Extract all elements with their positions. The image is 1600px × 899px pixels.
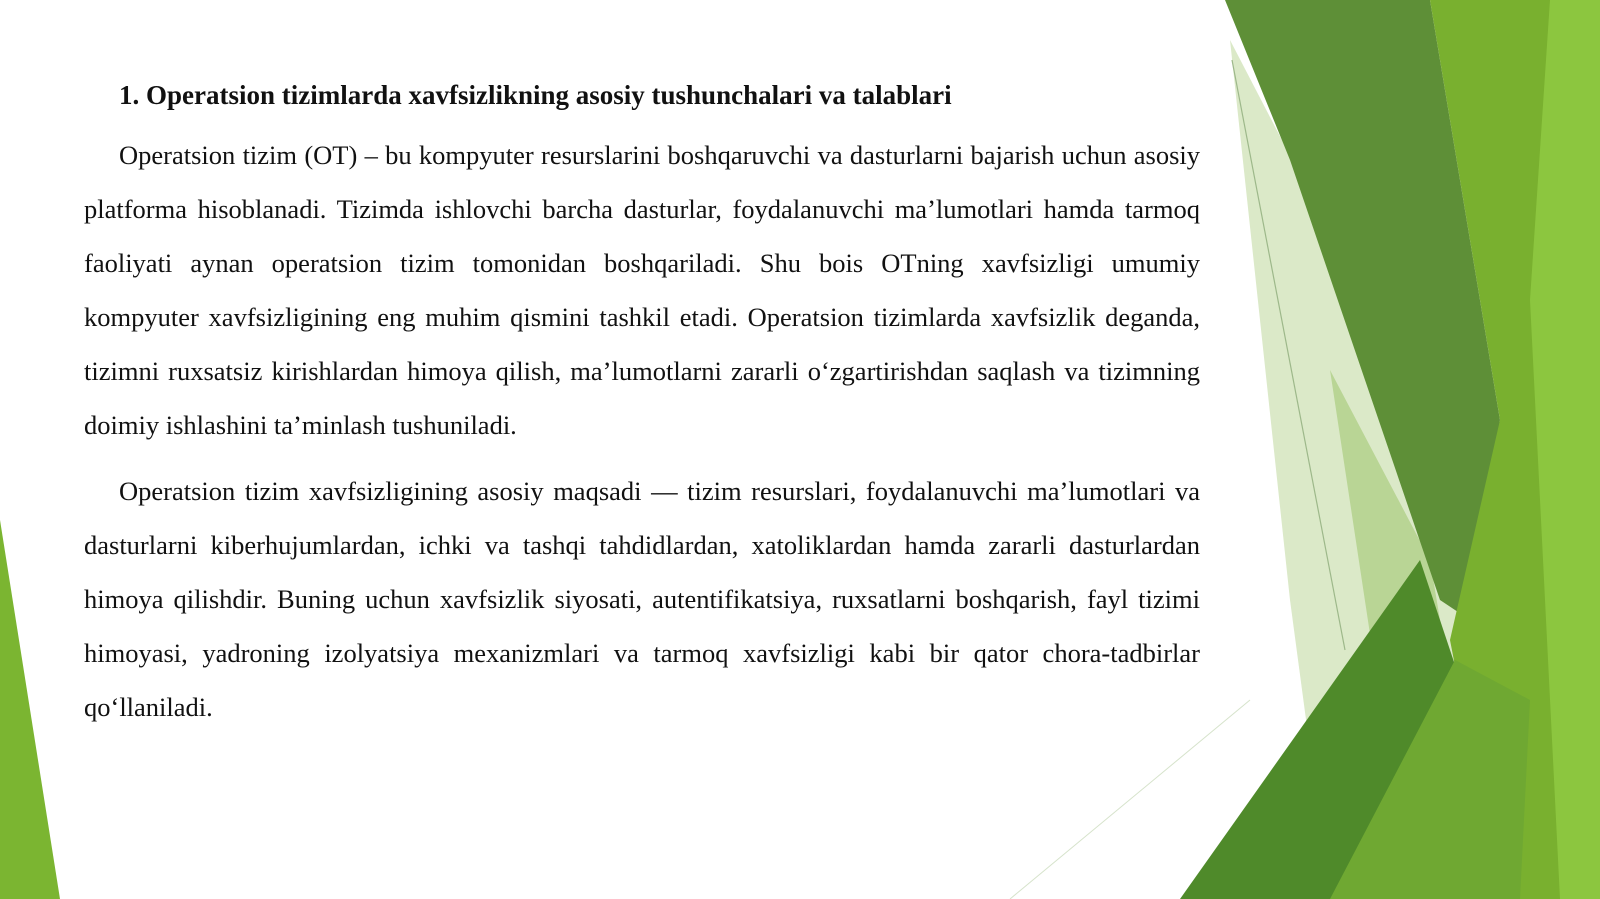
left-green-wedge [0,520,60,899]
paragraph-2: Operatsion tizim xavfsizligining asosiy maqsadi — tizim resurslari, foydalanuvchi ma’lumotlari va dasturlarni kiberhujumlardan, ichki va tashqi tahdidlardan, xatoliklardan hamda zararli dasturlardan himoya qilishdir. Buning uchun xavfsizlik siyosati, autentifikatsiya, ruxsatlarni boshqarish, fayl tizimi himoyasi, yadroning izolyatsiya mexanizmlari va tarmoq xavfsizligi kabi bir qator chora-tadbirlar qo‘llaniladi. [84,476,1200,722]
slide-heading: 1. Operatsion tizimlarda xavfsizlikning asosiy tushunchalari va talablari [119,80,952,110]
slide-content [84,72,1200,746]
paragraph-1: Operatsion tizim (OT) – bu kompyuter resurslarini boshqaruvchi va dasturlarni bajarish uchun asosiy platforma hisoblanadi. Tizimda ishlovchi barcha dasturlar, foydalanuvchi ma’lumotlari hamda tarmoq faoliyati aynan operatsion tizim tomonidan boshqariladi. Shu bois OTning xavfsizligi umumiy kompyuter xavfsizligining eng muhim qismini tashkil etadi. Operatsion tizimlarda xavfsizlik deganda, tizimni ruxsatsiz kirishlardan himoya qilish, ma’lumotlarni zararli o‘zgartirishdan saqlash va tizimning doimiy ishlashini ta’minlash tushuniladi. [84,140,1200,440]
